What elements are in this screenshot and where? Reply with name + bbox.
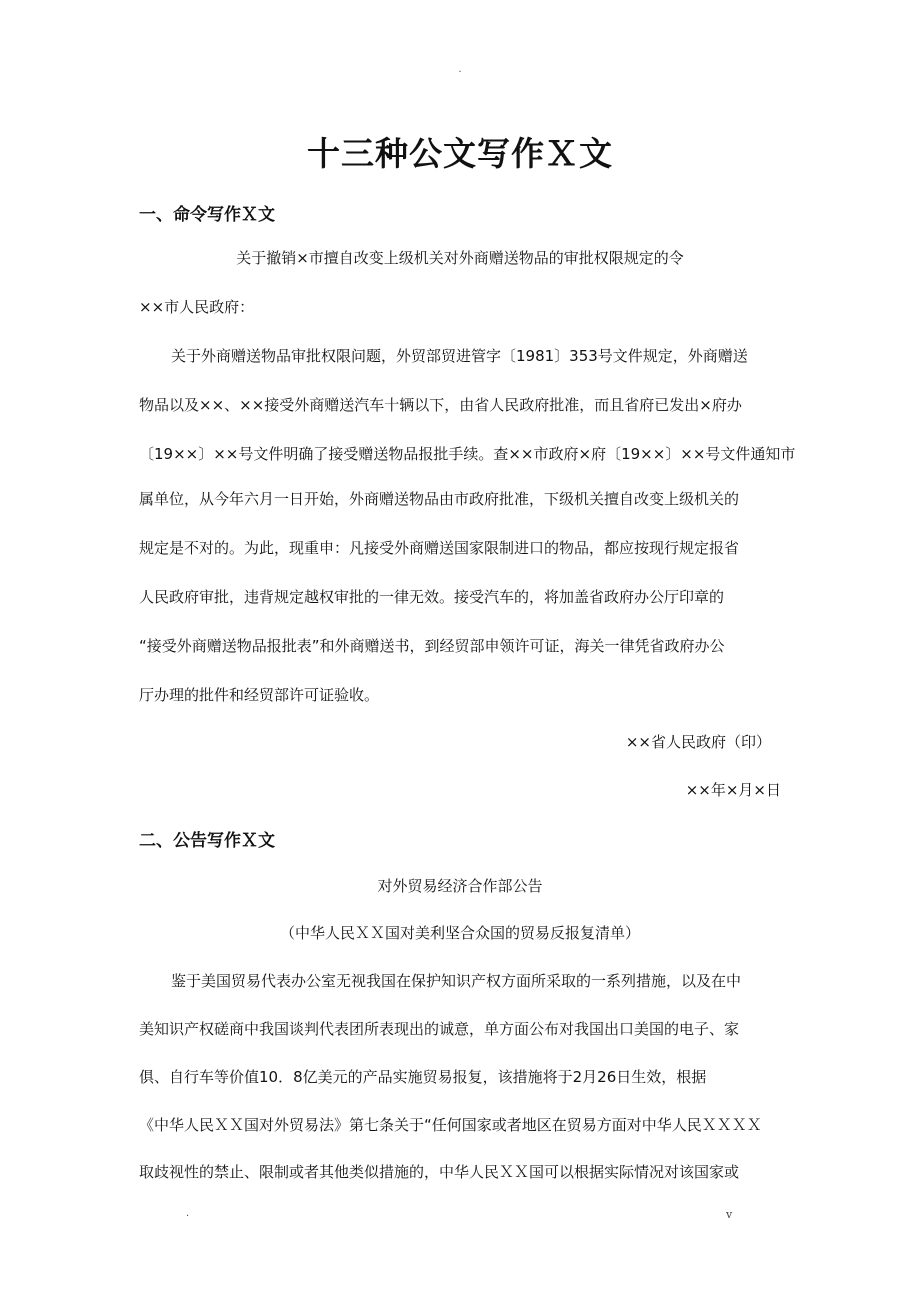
section-2-body-line: 鉴于美国贸易代表办公室无视我国在保护知识产权方面所采取的一系列措施，以及在中	[171, 972, 742, 990]
section-2-doc-subtitle: （中华人民ＸＸ国对美利坚合众国的贸易反报复清单）	[279, 924, 640, 942]
section-1-body-line: “接受外商赠送物品报批表”和外商赠送书，到经贸部申领许可证，海关一律凭省政府办公	[139, 637, 725, 655]
section-2-heading: 二、公告写作Ｘ文	[139, 831, 275, 851]
section-1-body-line: 厅办理的批件和经贸部许可证验收。	[139, 686, 380, 704]
section-1-body-line: 规定是不对的。为此，现重申：凡接受外商赠送国家限制进口的物品，都应按现行规定报省	[139, 539, 740, 557]
header-dot-mark: .	[458, 64, 462, 75]
section-1-body-line: 〔19××〕××号文件明确了接受赠送物品报批手续。查××市政府×府〔19××〕××号文件通知市	[139, 445, 796, 463]
document-title: 十三种公文写作Ｘ文	[307, 134, 613, 173]
section-1-addressee: ××市人民政府：	[139, 298, 255, 316]
section-2-body-line: 取歧视性的禁止、限制或者其他类似措施的，中华人民ＸＸ国可以根据实际情况对该国家或	[139, 1163, 740, 1181]
section-1-body-line: 关于外商赠送物品审批权限问题，外贸部贸进管字〔1981〕353号文件规定，外商赠送	[171, 347, 748, 365]
footer-v-mark: v	[726, 1208, 733, 1221]
section-1-signature: ××省人民政府（印）	[625, 733, 771, 751]
section-1-date: ××年×月×日	[685, 781, 781, 799]
section-2-body-line: 《中华人民ＸＸ国对外贸易法》第七条关于“任何国家或者地区在贸易方面对中华人民ＸＸＸＸ	[139, 1116, 762, 1134]
section-1-heading: 一、命令写作Ｘ文	[139, 205, 275, 225]
section-2-body-line: 美知识产权磋商中我国谈判代表团所表现出的诚意，单方面公布对我国出口美国的电子、家	[139, 1020, 740, 1038]
section-1-body-line: 物品以及××、××接受外商赠送汽车十辆以下，由省人民政府批准，而且省府已发出×府办	[139, 396, 742, 414]
section-1-body-line: 人民政府审批，违背规定越权审批的一律无效。接受汽车的，将加盖省政府办公厅印章的	[139, 588, 725, 606]
section-1-doc-title: 关于撤销×市擅自改变上级机关对外商赠送物品的审批权限规定的令	[236, 249, 684, 267]
section-2-doc-title: 对外贸易经济合作部公告	[377, 877, 543, 895]
footer-dot-mark: .	[186, 1208, 190, 1219]
section-1-body-line: 属单位，从今年六月一日开始，外商赠送物品由市政府批准，下级机关擅自改变上级机关的	[139, 490, 740, 508]
section-2-body-line: 俱、自行车等价值10．8亿美元的产品实施贸易报复，该措施将于2月26日生效，根据	[139, 1068, 707, 1086]
